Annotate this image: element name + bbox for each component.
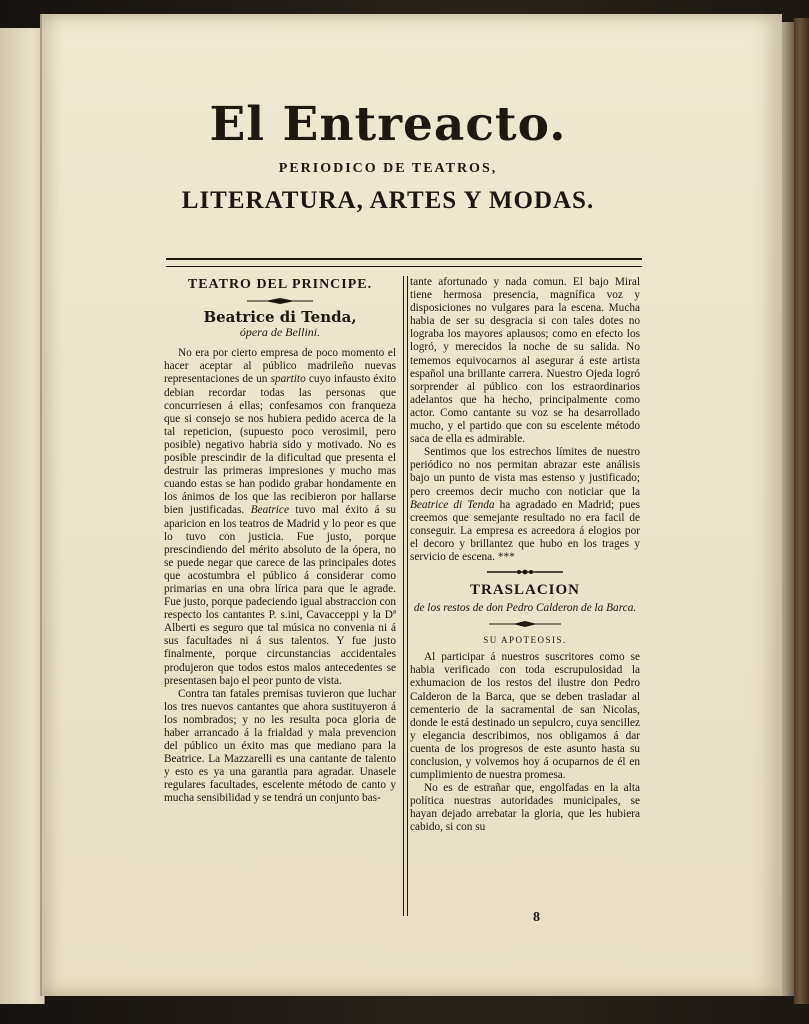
newspaper-title: El Entreacto.	[209, 97, 567, 152]
play-title: Beatrice di Tenda,	[203, 308, 357, 327]
text-run: cuyo infausto éxito debian recordar todas las personas que concurriesen á ellas; confesamos con franqueza que si consejo se nos hubiera pedido acerca de la tal repeticion, (supuesto poco verosimil, pero posible) negativo habria sido y motivado. No es posible prescindir de la dificultad que presenta el destruir las primeras impresiones y mucho mas cuando estas se han podido grabar hondamente en los ánimos de los que las recibieron por hallarse bien justificadas.	[164, 373, 396, 517]
italic-run: spartito	[270, 373, 306, 386]
article-paragraph: Al participar á nuestros suscritores como se habia verificado con toda escrupulosidad la exhumacion de los restos del ilustre don Pedro Calderon de la Barca, que se deben trasladar al cementerio de la sacramental de san Nicolas, donde le está destinado un sepulcro, cuya sencillez y elegancia describimos, nos obligamos á dar cuenta de los progresos de este asunto hasta su conclusion, y volvemos hoy á ocuparnos de él en cumplimiento de nuestra promesa.	[410, 651, 640, 782]
article-heading: TRASLACION	[469, 582, 581, 599]
masthead	[128, 95, 648, 215]
article-subheading: de los restos de don Pedro Calderon de la Barca.	[413, 602, 637, 615]
facing-page-edge	[0, 28, 45, 1004]
play-subtitle: ópera de Bellini.	[239, 325, 321, 340]
italic-run: Beatrice di Tenda	[410, 498, 495, 511]
text-run: No era por cierto empresa de poco momento el hacer aceptar al público madrileño nuevas representaciones de un	[164, 347, 396, 386]
masthead-rule	[166, 258, 642, 267]
column-separator	[403, 276, 408, 916]
section-heading: TEATRO DEL PRINCIPE.	[187, 277, 373, 292]
italic-run: Beatrice	[250, 504, 289, 517]
page-number: 8	[533, 910, 540, 925]
newspaper-subtitle-main: LITERATURA, ARTES Y MODAS.	[181, 187, 595, 214]
article-small-heading: SU APOTEOSIS.	[483, 635, 567, 646]
text-run: Sentimos que los estrechos límites de nuestro periódico no nos permitan abrazar este análisis bajo un punto de vista mas estenso y justificado; pero creemos decir mucho con noticiar que la	[410, 446, 640, 498]
ornament-rule-icon	[245, 297, 315, 305]
review-paragraph-continued: tante afortunado y nada comun. El bajo Miral tiene hermosa presencia, magnífica voz y disposiciones no vulgares para la escena. Mucha habia de ser su desgracia si con tales dotes no lograba los mayores aplausos; como en efecto los logró, y merecidos la noche de su salida. No tememos equivocarnos al asegurar á este artista español una brillante carrera. Nuestro Ojeda logró sorprender al público con los estraordinarios adelantos que ha hecho, principalmente como actor. Como cantante su voz se ha desarrollado mucho, y el partido que con su escelente método saca de ella es admirable.	[410, 276, 640, 446]
ornament-rule-icon	[487, 620, 563, 628]
text-run: tuvo mal éxito á su aparicion en los teatros de Madrid y lo peor es que lo tuvo con justicia. Fue justo, porque prescindiendo del mérito absoluto de la ópera, no se puede negar que carece de las principales dotes que acostumbra el público á considerar como primarias en una obra lírica para que le agrade. Fue justo, porque padeciendo igual abstraccion con respecto los cantantes P. s.ini, Cavacceppi y la Dª Alberti es seguro que tal música no convenia ni á sus facultades ni á sus talentos. Y fue justo finalmente, porque circunstancias accidentales produjeron que todos estos malos antecedentes se presentasen bajo el peor punto de vista.	[164, 504, 397, 687]
newspaper-subtitle: PERIODICO DE TEATROS,	[278, 161, 498, 176]
review-paragraph: Contra tan fatales premisas tuvieron que luchar los tres nuevos cantantes que ahora sustituyeron á los nombrados; y no les resulta poca gloria de haber arrancado á la frialdad y mala prevencion del público un éxito mas que mediano para la Beatrice. La Mazzarelli es una cantante de talento y esto es ya una garantia para agradar. Unasele regulares facultades, escelente método de canto y mucha sensibilidad y se tendrá un conjunto bas-	[164, 687, 396, 805]
book-binding	[794, 18, 809, 1004]
review-paragraph	[410, 446, 640, 564]
right-column	[410, 276, 640, 835]
review-paragraph	[164, 347, 396, 687]
text-run: ha agradado en Madrid; pues creemos que semejante resultado no era facil de conseguir. La empresa es acreedora á elogios por el decoro y brillantez que hubo en los trages y servicio de escena. ***	[410, 498, 641, 563]
left-column	[164, 276, 396, 806]
article-paragraph: No es de estrañar que, engolfadas en la alta política nuestras autoridades municipales, se hayan dejado arrebatar la gloria, que les hubiera cabido, si con su	[410, 782, 640, 834]
ornament-rule-icon	[485, 568, 565, 576]
